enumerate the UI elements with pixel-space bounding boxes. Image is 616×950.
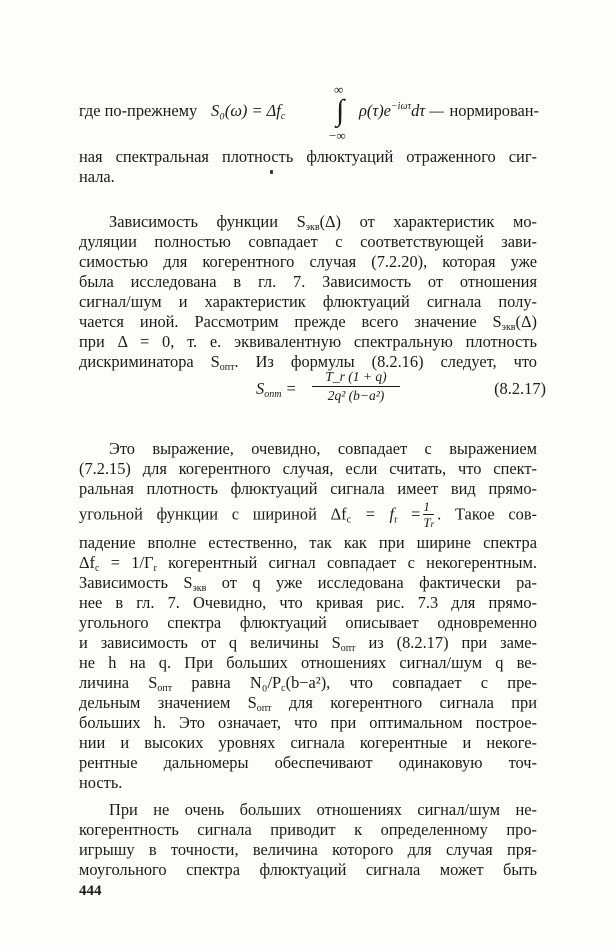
- text-line: нала.: [79, 167, 115, 186]
- text-line: нии и высоких уровнях сигнала когерентные и некоге-: [79, 733, 537, 752]
- text-line: при Δ = 0, т. е. эквивалентную спектральную плотность: [79, 332, 537, 351]
- spectrum-expression: $S_0(\omega) = \Delta f_c$: [211, 101, 286, 122]
- text-fragment: нормирован-: [449, 101, 539, 120]
- text-line: падение вполне естественно, так как при ширине спектра: [79, 533, 537, 552]
- text-line: ная спектральная плотность флюктуаций отраженного сиг-: [79, 147, 537, 166]
- text-fragment: где по-прежнему: [79, 101, 198, 120]
- text-line: дискриминатора $S_{опт}$. Из формулы (8.2.16) следует, что: [79, 352, 537, 373]
- page-number: 444: [79, 883, 102, 899]
- text-line: игрышу в точности, величина которого для случая пря-: [79, 840, 537, 859]
- text-line: чается иной. Рассмотрим прежде всего значение $S_{экв}(\Delta)$: [79, 312, 537, 333]
- text-line: (7.2.15) для когерентного случая, если считать, что спект-: [79, 459, 537, 478]
- inline-fraction: $\frac{1}{Tr}$: [423, 499, 435, 530]
- text-line: была исследована в гл. 7. Зависимость от отношения: [79, 272, 537, 291]
- text-line: ность.: [79, 773, 123, 792]
- text-line: ральная плотность флюктуаций сигнала имеет вид прямо-: [79, 479, 537, 498]
- print-speck: [270, 170, 273, 174]
- text-line: нее в гл. 7. Очевидно, что кривая рис. 7.3 для прямо-: [79, 593, 537, 612]
- formula-fraction: T_r (1 + q) 2q² (b−a²): [312, 369, 400, 404]
- text-line: не h на q. При больших отношениях сигнал/шум q ве-: [79, 653, 537, 672]
- text-line: угольной функции с шириной $\Delta f_c = f_r$ = $\frac{1}{Tr}$ . Такое сов-: [79, 499, 538, 530]
- text-line: угольного спектра флюктуаций описывает одновременно: [79, 613, 537, 632]
- text-line: дуляции полностью совпадает с соответствующей зави-: [79, 232, 537, 251]
- text-line: рентные дальномеры обеспечивают одинаковую точ-: [79, 753, 537, 772]
- text-line: Зависимость функции $S_{экв}(\Delta)$ от характеристик мо-: [109, 212, 538, 233]
- text-line: и зависимость от q величины $S_{опт}$ из (8.2.17) при заме-: [79, 633, 537, 654]
- equation-number: (8.2.17): [494, 379, 546, 398]
- text-line: когерентность сигнала приводит к определенному про-: [79, 820, 537, 839]
- text-line: сигнал/шум и характеристик флюктуаций сигнала полу-: [79, 292, 537, 311]
- text-line: больших h. Это означает, что при оптимальном построе-: [79, 713, 537, 732]
- text-line: Зависимость $S_{экв}$ от q уже исследована фактически ра-: [79, 573, 537, 594]
- text-line: Это выражение, очевидно, совпадает с выражением: [109, 439, 537, 458]
- integral-sign: ∞ ∫ −∞: [329, 82, 346, 143]
- integral-definition-line: [79, 82, 539, 143]
- integrand: $\rho(\tau)e^{-i\omega\tau}d\tau$ —: [359, 101, 444, 120]
- text-line: личина $S_{опт}$ равна $N_0/P_c(b-a^2)$, что совпадает с пре-: [79, 673, 537, 694]
- text-line: При не очень больших отношениях сигнал/шум не-: [109, 800, 537, 819]
- text-line: симостью для когерентного случая (7.2.20), которая уже: [79, 252, 537, 271]
- text-line: $\Delta f_c = 1/\Gamma_r$ когерентный сигнал совпадает с некогерентным.: [79, 553, 537, 574]
- display-formula: $S_{опт}$ = T_r (1 + q) 2q² (b−a²) (8.2.17): [256, 369, 546, 403]
- text-line: дельным значением $S_{опт}$ для когерентного сигнала при: [79, 693, 537, 714]
- text-line: моугольного спектра флюктуаций сигнала может быть: [79, 860, 537, 879]
